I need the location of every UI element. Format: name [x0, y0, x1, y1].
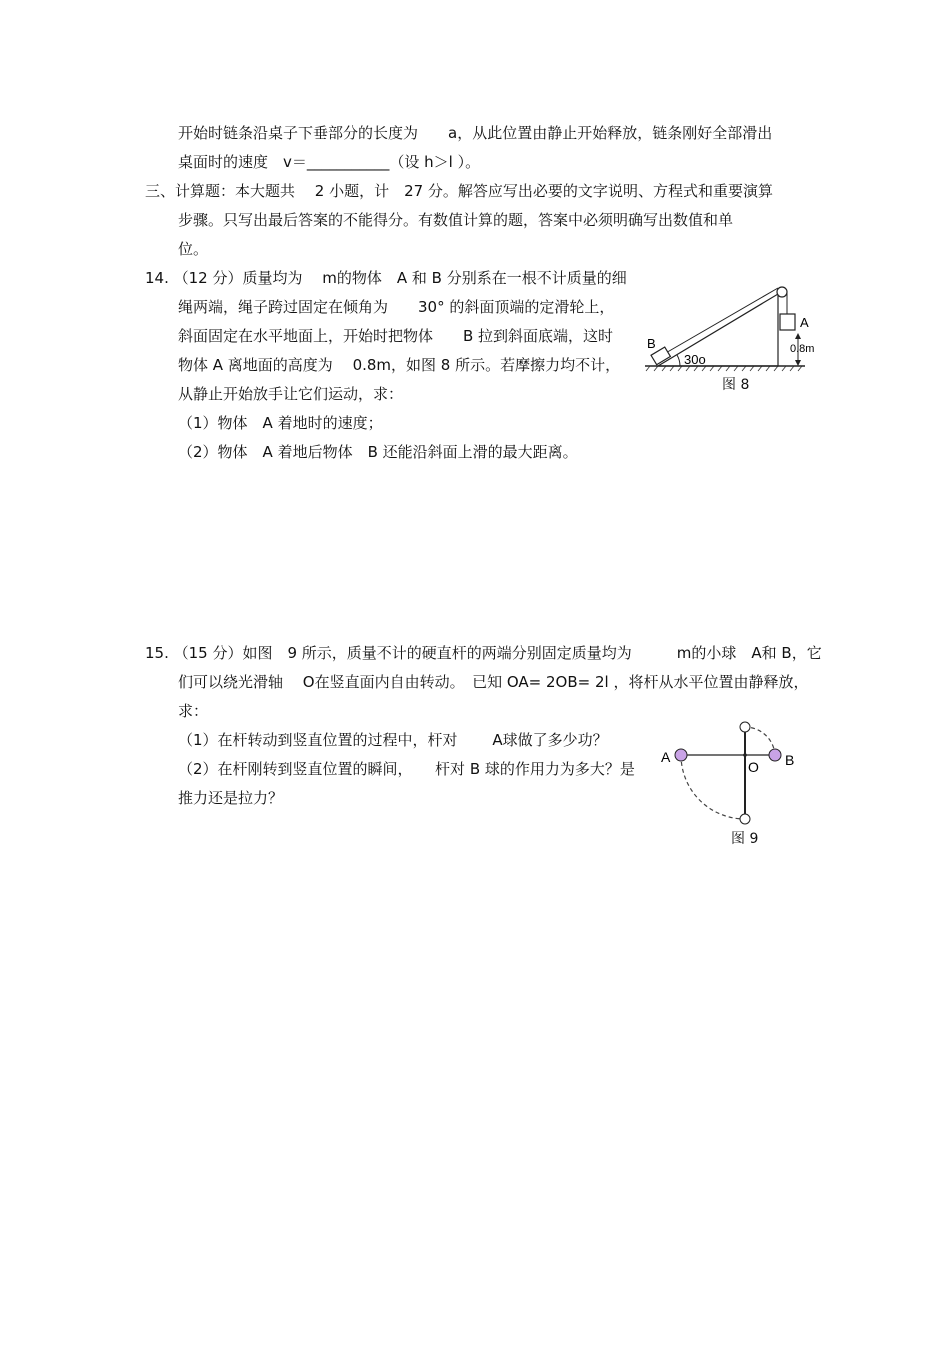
pulley-icon [777, 287, 787, 297]
block-a [780, 314, 795, 330]
q14-line-4: 物体 A 离地面的高度为 0.8m，如图 8 所示。若摩擦力均不计， [178, 356, 621, 374]
q15-line-3: 求： [178, 702, 209, 720]
q15-line-2: 们可以绕光滑轴 O在竖直面内自由转动。 已知 OA= 2OB= 2l ，将杆从水平位置由静释放， [178, 673, 809, 691]
section3-line-3: 位。 [178, 240, 209, 258]
figure-8 [640, 278, 815, 378]
intro-line-1: 开始时链条沿桌子下垂部分的长度为 a，从此位置由静止开始释放，链条刚好全部滑出 [178, 124, 773, 142]
section3-line-2: 步骤。只写出最后答案的不能得分。有数值计算的题，答案中必须明确写出数值和单 [178, 211, 734, 229]
intro-line-2: 桌面时的速度 v＝___________（设 h＞l ）。 [178, 153, 481, 171]
section3-heading: 三、计算题：本大题共 2 小题，计 27 分。解答应写出必要的文字说明、方程式和重要演算 [145, 182, 773, 200]
axis-o [743, 753, 747, 757]
ball-a [675, 749, 687, 761]
figure-8-caption: 图 8 [722, 377, 750, 393]
ball-b [769, 749, 781, 761]
q15-line-1: 15. （15 分）如图 9 所示，质量不计的硬直杆的两端分别固定质量均为 m的小球 A和 B，它 [145, 644, 822, 662]
fig8-height-label: 0.8m [790, 343, 815, 355]
q14-line-5: 从静止开始放手让它们运动，求： [178, 385, 404, 403]
q15-sub-2: （2）在杆刚转到竖直位置的瞬间， 杆对 B 球的作用力为多大？是 [178, 760, 635, 778]
ball-a-final [740, 814, 750, 824]
ball-b-final [740, 722, 750, 732]
fig8-label-b: B [647, 336, 656, 351]
fig9-label-a: A [661, 749, 671, 765]
q14-line-3: 斜面固定在水平地面上，开始时把物体 B 拉到斜面底端，这时 [178, 327, 614, 345]
q14-line-1: 14. （12 分）质量均为 m的物体 A 和 B 分别系在一根不计质量的细 [145, 269, 627, 287]
q14-line-2: 绳两端，绳子跨过固定在倾角为 30° 的斜面顶端的定滑轮上， [178, 298, 615, 316]
fig8-angle-label: 30o [684, 352, 706, 367]
q14-sub-1: （1）物体 A 着地时的速度； [178, 414, 383, 432]
fig9-label-o: O [748, 759, 759, 775]
q14-sub-2: （2）物体 A 着地后物体 B 还能沿斜面上滑的最大距离。 [178, 443, 578, 461]
figure-9 [655, 715, 805, 830]
fig8-label-a: A [800, 315, 809, 330]
fig9-label-b: B [785, 752, 795, 768]
figure-9-caption: 图 9 [731, 831, 759, 847]
q15-sub-3: 推力还是拉力？ [178, 789, 284, 807]
q15-sub-1: （1）在杆转动到竖直位置的过程中，杆对 A球做了多少功？ [178, 731, 608, 749]
